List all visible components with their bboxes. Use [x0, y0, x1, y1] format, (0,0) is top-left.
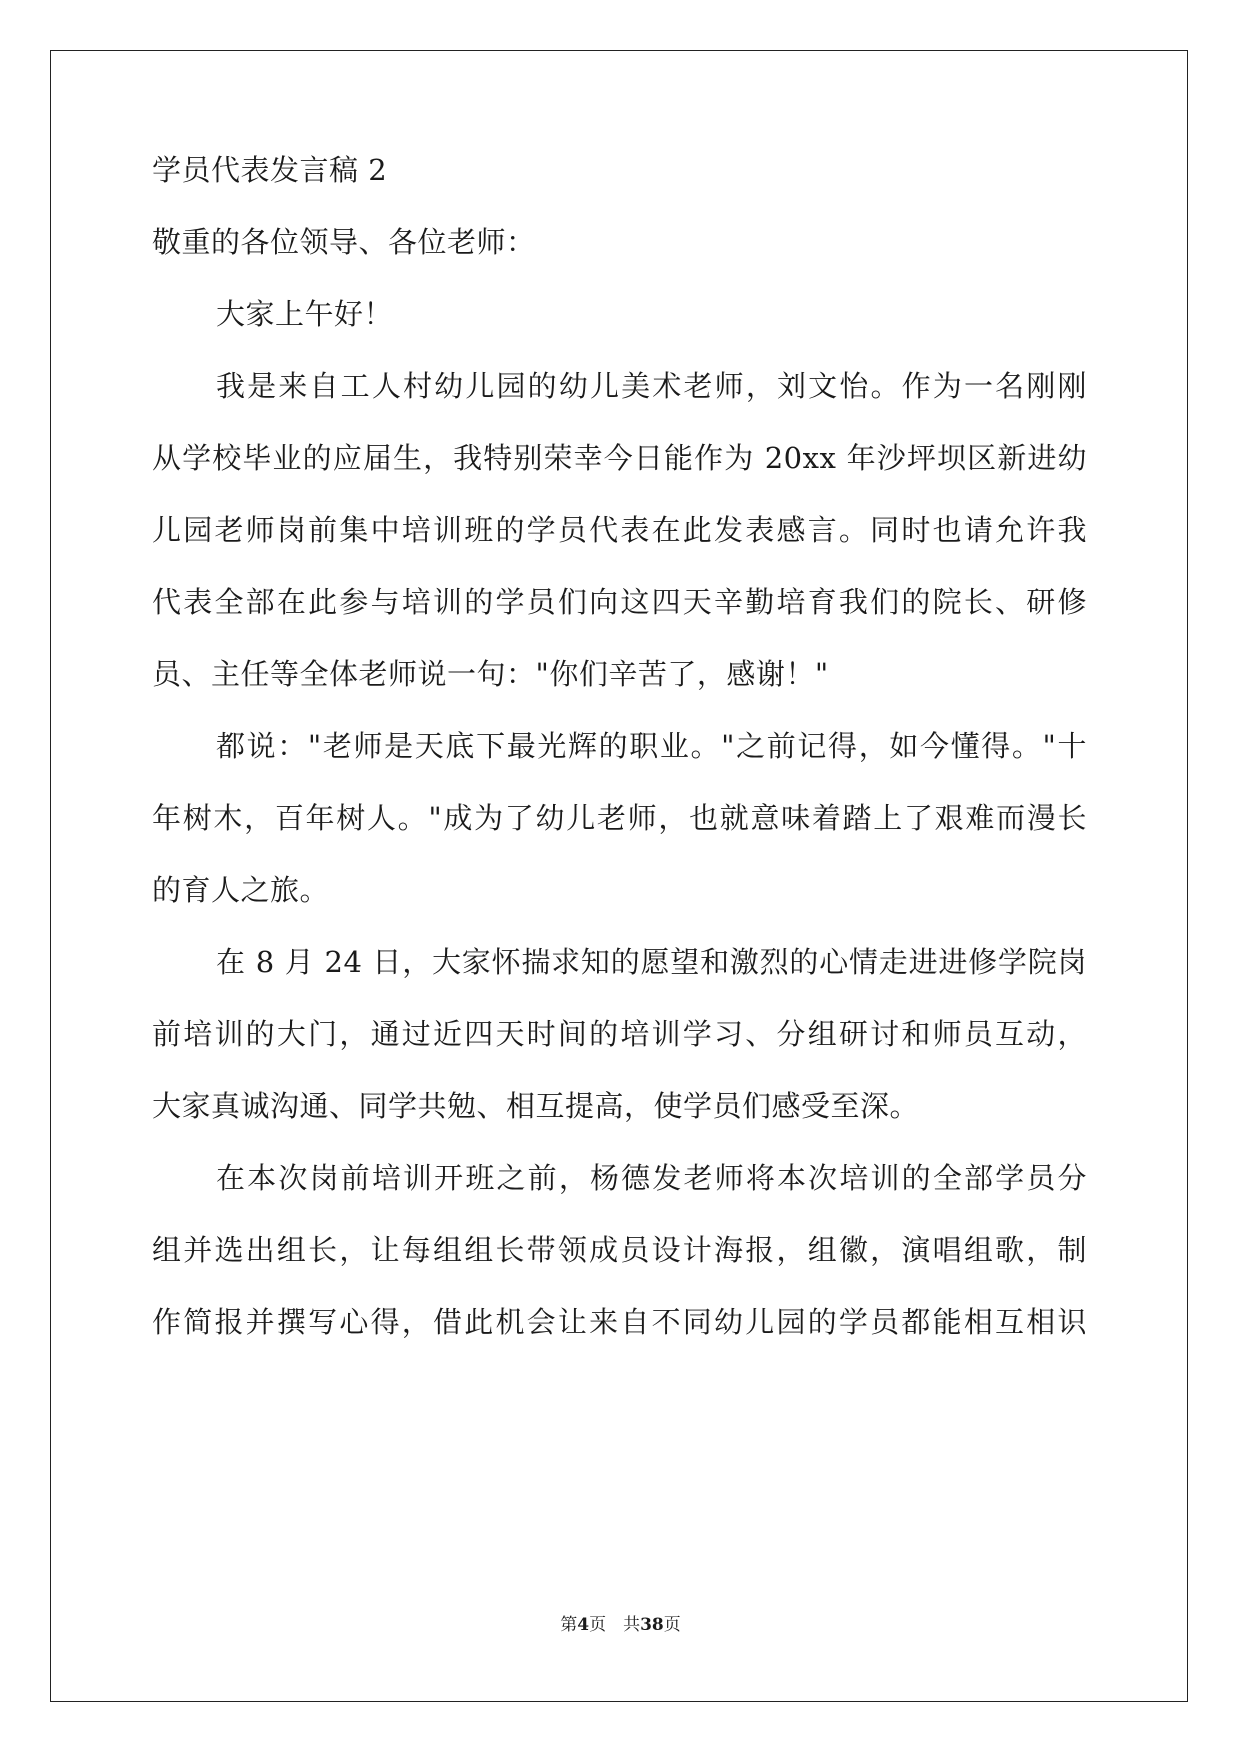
paragraph-line: 员、主任等全体老师说一句："你们辛苦了，感谢！": [152, 657, 829, 691]
footer-middle: 页 共: [589, 1615, 641, 1635]
paragraph-line: 组并选出组长，让每组组长带领成员设计海报，组徽，演唱组歌，制: [152, 1233, 1087, 1267]
total-page-count: 38: [640, 1615, 664, 1635]
paragraph-line: 的育人之旅。: [152, 873, 330, 907]
paragraph-line: 在本次岗前培训开班之前，杨德发老师将本次培训的全部学员分: [216, 1161, 1087, 1195]
paragraph-line: 代表全部在此参与培训的学员们向这四天辛勤培育我们的院长、研修: [152, 585, 1087, 619]
footer-prefix: 第: [560, 1615, 578, 1635]
paragraph-line: 大家真诚沟通、同学共勉、相互提高，使学员们感受至深。: [152, 1089, 920, 1123]
page-footer: [0, 1614, 1241, 1636]
paragraph-line: 从学校毕业的应届生，我特别荣幸今日能作为 20xx 年沙坪坝区新进幼: [152, 441, 1087, 475]
salutation: 敬重的各位领导、各位老师：: [152, 225, 536, 259]
paragraph-line: 儿园老师岗前集中培训班的学员代表在此发表感言。同时也请允许我: [152, 513, 1087, 547]
document-title: 学员代表发言稿 2: [152, 153, 388, 187]
current-page-number: 4: [577, 1615, 590, 1635]
paragraph-line: 作简报并撰写心得，借此机会让来自不同幼儿园的学员都能相互相识: [152, 1305, 1087, 1339]
greeting-line: 大家上午好！: [216, 297, 394, 331]
paragraph-line: 我是来自工人村幼儿园的幼儿美术老师，刘文怡。作为一名刚刚: [216, 369, 1087, 403]
paragraph-line: 都说："老师是天底下最光辉的职业。"之前记得，如今懂得。"十: [216, 729, 1087, 763]
paragraph-line: 前培训的大门，通过近四天时间的培训学习、分组研讨和师员互动，: [152, 1017, 1087, 1051]
paragraph-line: 年树木，百年树人。"成为了幼儿老师，也就意味着踏上了艰难而漫长: [152, 801, 1087, 835]
footer-suffix: 页: [663, 1615, 681, 1635]
paragraph-line: 在 8 月 24 日，大家怀揣求知的愿望和激烈的心情走进进修学院岗: [216, 945, 1087, 979]
